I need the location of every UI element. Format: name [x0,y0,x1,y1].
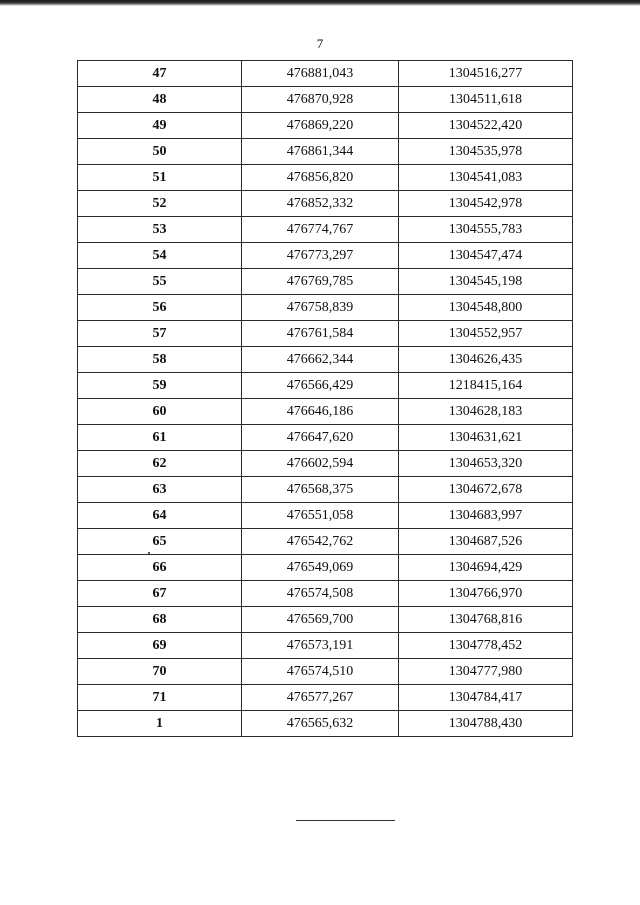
table-row [78,633,573,659]
table-row [78,347,573,373]
x-coordinate-cell: 476861,344 [242,139,399,165]
table-row [78,243,573,269]
point-number-cell: 55 [78,269,242,295]
point-number-cell: 47 [78,61,242,87]
table-row [78,321,573,347]
table-row [78,711,573,737]
point-number-cell: 69 [78,633,242,659]
point-number-cell: 63 [78,477,242,503]
point-number-cell: 58 [78,347,242,373]
y-coordinate-cell: 1304552,957 [399,321,573,347]
table-row [78,451,573,477]
table-row [78,61,573,87]
x-coordinate-cell: 476769,785 [242,269,399,295]
y-coordinate-cell: 1304555,783 [399,217,573,243]
y-coordinate-cell: 1304653,320 [399,451,573,477]
x-coordinate-cell: 476758,839 [242,295,399,321]
y-coordinate-cell: 1304672,678 [399,477,573,503]
point-number-cell: 50 [78,139,242,165]
x-coordinate-cell: 476773,297 [242,243,399,269]
y-coordinate-cell: 1304683,997 [399,503,573,529]
y-coordinate-cell: 1304542,978 [399,191,573,217]
x-coordinate-cell: 476565,632 [242,711,399,737]
table-row [78,477,573,503]
x-coordinate-cell: 476852,332 [242,191,399,217]
table-row [78,217,573,243]
table-row [78,581,573,607]
x-coordinate-cell: 476566,429 [242,373,399,399]
y-coordinate-cell: 1304522,420 [399,113,573,139]
point-number-cell: 1 [78,711,242,737]
y-coordinate-cell: 1304548,800 [399,295,573,321]
coordinates-table [77,60,573,737]
y-coordinate-cell: 1304768,816 [399,607,573,633]
x-coordinate-cell: 476869,220 [242,113,399,139]
x-coordinate-cell: 476568,375 [242,477,399,503]
x-coordinate-cell: 476549,069 [242,555,399,581]
point-number-cell: 54 [78,243,242,269]
scan-border [0,0,640,6]
y-coordinate-cell: 1304626,435 [399,347,573,373]
x-coordinate-cell: 476551,058 [242,503,399,529]
x-coordinate-cell: 476662,344 [242,347,399,373]
table-row [78,87,573,113]
point-number-cell: 66 [78,555,242,581]
y-coordinate-cell: 1304516,277 [399,61,573,87]
point-number-cell: 68 [78,607,242,633]
y-coordinate-cell: 1304628,183 [399,399,573,425]
y-coordinate-cell: 1304541,083 [399,165,573,191]
x-coordinate-cell: 476761,584 [242,321,399,347]
point-number-cell: 61 [78,425,242,451]
footer-rule [296,820,395,821]
point-number-cell: 70 [78,659,242,685]
point-number-cell: 64 [78,503,242,529]
coordinates-table-body [78,61,573,737]
point-number-cell: 53 [78,217,242,243]
y-coordinate-cell: 1304778,452 [399,633,573,659]
table-row [78,425,573,451]
y-coordinate-cell: 1304694,429 [399,555,573,581]
y-coordinate-cell: 1304547,474 [399,243,573,269]
x-coordinate-cell: 476574,508 [242,581,399,607]
x-coordinate-cell: 476647,620 [242,425,399,451]
point-number-cell: 52 [78,191,242,217]
x-coordinate-cell: 476870,928 [242,87,399,113]
table-row [78,113,573,139]
x-coordinate-cell: 476774,767 [242,217,399,243]
x-coordinate-cell: 476881,043 [242,61,399,87]
y-coordinate-cell: 1304511,618 [399,87,573,113]
point-number-cell: 51 [78,165,242,191]
point-number-cell: 49 [78,113,242,139]
y-coordinate-cell: 1304631,621 [399,425,573,451]
scan-speck [148,552,150,554]
y-coordinate-cell: 1304535,978 [399,139,573,165]
x-coordinate-cell: 476602,594 [242,451,399,477]
y-coordinate-cell: 1304784,417 [399,685,573,711]
table-row [78,399,573,425]
x-coordinate-cell: 476646,186 [242,399,399,425]
table-row [78,607,573,633]
y-coordinate-cell: 1304788,430 [399,711,573,737]
x-coordinate-cell: 476569,700 [242,607,399,633]
x-coordinate-cell: 476856,820 [242,165,399,191]
point-number-cell: 71 [78,685,242,711]
point-number-cell: 48 [78,87,242,113]
point-number-cell: 67 [78,581,242,607]
page-number: 7 [316,36,324,51]
table-row [78,555,573,581]
y-coordinate-cell: 1304766,970 [399,581,573,607]
table-row [78,295,573,321]
point-number-cell: 56 [78,295,242,321]
point-number-cell: 62 [78,451,242,477]
y-coordinate-cell: 1304777,980 [399,659,573,685]
table-row [78,139,573,165]
y-coordinate-cell: 1304545,198 [399,269,573,295]
x-coordinate-cell: 476573,191 [242,633,399,659]
table-row [78,269,573,295]
table-row [78,685,573,711]
x-coordinate-cell: 476542,762 [242,529,399,555]
y-coordinate-cell: 1304687,526 [399,529,573,555]
point-number-cell: 60 [78,399,242,425]
point-number-cell: 59 [78,373,242,399]
x-coordinate-cell: 476577,267 [242,685,399,711]
table-row [78,529,573,555]
table-row [78,503,573,529]
point-number-cell: 57 [78,321,242,347]
table-row [78,191,573,217]
x-coordinate-cell: 476574,510 [242,659,399,685]
y-coordinate-cell: 1218415,164 [399,373,573,399]
table-row [78,659,573,685]
table-row [78,373,573,399]
table-row [78,165,573,191]
point-number-cell: 65 [78,529,242,555]
